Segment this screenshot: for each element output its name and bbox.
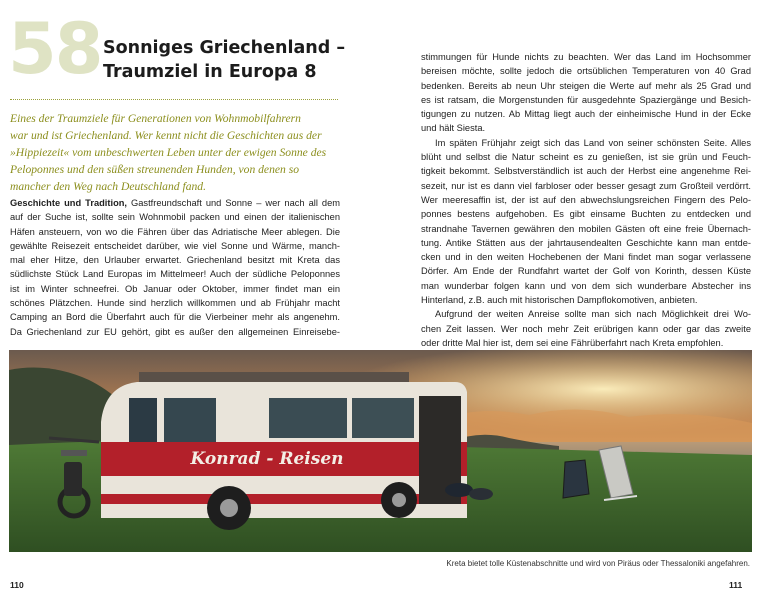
photo-caption: Kreta bietet tolle Küstenabschnitte und wird von Piräus oder Thessaloniki angefahren. bbox=[446, 559, 750, 568]
van-sign: Konrad - Reisen bbox=[190, 449, 344, 469]
campervan bbox=[101, 372, 467, 530]
text-line: Aufgrund der weiten Anreise sollte man sich nach Möglichkeit drei Wo- bbox=[435, 309, 751, 320]
campervan-photo bbox=[9, 350, 752, 552]
lead-rest: Gastfreundschaft und Sonne – wer nach all dem bbox=[127, 198, 340, 208]
text-line: bereisen möchte, sollte jedoch die ortsüblichen Temperaturen von 40 Grad bbox=[421, 66, 751, 77]
title-line-1: Sonniges Griechenland – bbox=[103, 38, 346, 58]
text-line: mal eher Hitze, den Urlauber erwartet. Griechenland besitzt mit Kreta das bbox=[10, 255, 340, 266]
van-window bbox=[269, 398, 347, 438]
page-title bbox=[103, 36, 353, 84]
text-line: schönes Plätzchen. Hunde sind herzlich willkommen und ab Frühjahr macht bbox=[10, 298, 340, 309]
text-line: ponnes bestens aufgehoben. Es gibt einsame Buchten zu entdecken und bbox=[421, 209, 751, 220]
van-window bbox=[164, 398, 216, 442]
text-line: strandnahe Tavernen gewähren den mobilen Gästen oft eine freie Übernach- bbox=[421, 223, 751, 234]
text-line: Häfen ansteuern, von wo die Fähren über das Adriatische Meer ablegen. Die bbox=[10, 226, 340, 237]
intro-line: war und ist Griechenland. Wer kennt nicht die Geschichten aus der bbox=[10, 129, 322, 143]
intro-paragraph bbox=[10, 110, 338, 195]
text-line bbox=[10, 196, 340, 210]
intro-line: mancher den Weg nach Deutschland fand. bbox=[10, 180, 206, 194]
text-line: Im späten Frühjahr zeigt sich das Land von seiner schönsten Seite. Alles bbox=[435, 137, 751, 148]
front-window bbox=[129, 398, 157, 442]
text-line: Dörfer. Am Ende der Rundfahrt wartet der Golf von Korinth, dessen Küste bbox=[421, 266, 751, 277]
page-number-left: 110 bbox=[10, 580, 24, 590]
text-line: auf der Suche ist, sollte sein Wohnmobil packen und einen der italienischen bbox=[10, 212, 340, 223]
van-window bbox=[352, 398, 414, 438]
text-line: ist im Winter schneefrei. Ob Januar oder Oktober, immer findet man ein bbox=[10, 283, 340, 294]
right-text-column bbox=[421, 50, 751, 350]
intro-line: »Hippiezeit« vom unbeschwerten Leben unter der ewigen Sonne des bbox=[10, 146, 327, 160]
text-line: tigkeit bekommt. Selbstverständlich ist auch der Herbst eine angenehme Rei- bbox=[421, 166, 751, 177]
left-text-column bbox=[10, 196, 340, 339]
text-line: südlichste Stück Land Europas im Mittelmeer! Auch der südliche Peloponnes bbox=[10, 269, 340, 280]
text-line: Wer meeresaffin ist, der ist auf den abwechslungsreichen Fingern des Pelo- bbox=[421, 194, 751, 205]
text-line: Camping an Bord die Überfahrt auch für die Vierbeiner mehr als angenehm. bbox=[10, 312, 340, 323]
title-line-2: Traumziel in Europa 8 bbox=[103, 62, 317, 82]
lead-in: Geschichte und Tradition, bbox=[10, 198, 128, 208]
text-line: tigungen zu nutzen. Ab Mittag liegt auch der einheimische Hund in der Ecke bbox=[421, 109, 751, 120]
text-line: chen Zeit lassen. Wer noch mehr Zeit erübrigen kann oder gar das zweite bbox=[421, 323, 751, 334]
page-number-right: 111 bbox=[729, 580, 743, 590]
text-line: tung. Antike Stätten aus der jahrtausendealten Geschichte kann man entde- bbox=[421, 237, 751, 248]
chapter-number: 58 bbox=[8, 8, 102, 90]
text-line: stimmungen für Hunde nichts zu beachten. Wer das Land im Hochsommer bbox=[421, 52, 751, 62]
intro-line: Eines der Traumziele für Generationen von Wohnmobilfahrern bbox=[10, 112, 301, 125]
text-line: blüht und selbst die Natur scheint es zu genießen, ist sie grün und Feuch- bbox=[421, 152, 751, 163]
text-line: bedenken. Bereits ab neun Uhr steigen die Werte auf mehr als 25 Grad und bbox=[421, 80, 751, 91]
roof-rack bbox=[139, 372, 409, 382]
text-line: sezeit, nur ist es dann viel farbloser oder besser gesagt zum Großteil verdörrt. bbox=[421, 180, 751, 191]
photo-illustration bbox=[9, 350, 752, 552]
text-line: Da Griechenland zur EU gehört, gibt es außer den allgemeinen Einreisebe- bbox=[10, 326, 340, 337]
text-line: cken und in den weiten Hochebenen der Mani findet man sogar verlassene bbox=[421, 252, 751, 263]
text-line: oder dritte Mal hier ist, dem sei eine Fährüberfahrt nach Kreta empfohlen. bbox=[421, 337, 724, 348]
dotted-divider bbox=[10, 99, 338, 100]
text-line: Hinterland, z.B. auch mit historischen Dampflokomotiven, anbieten. bbox=[421, 295, 698, 306]
intro-line: Peloponnes und den süßen streunenden Hunden, von denen so bbox=[10, 163, 300, 177]
text-line: man wunderbar folgen kann und von dem sich wunderbare Abstecher ins bbox=[421, 280, 751, 291]
text-line: und hält Siesta. bbox=[421, 123, 486, 134]
text-line: es ist ratsam, die Morgenstunden für ausgedehnte Spaziergänge und Besich- bbox=[421, 94, 751, 105]
text-line: gewählte Reisezeit entscheidet darüber, wie viel Sonne und Wärme, manch- bbox=[10, 240, 340, 251]
